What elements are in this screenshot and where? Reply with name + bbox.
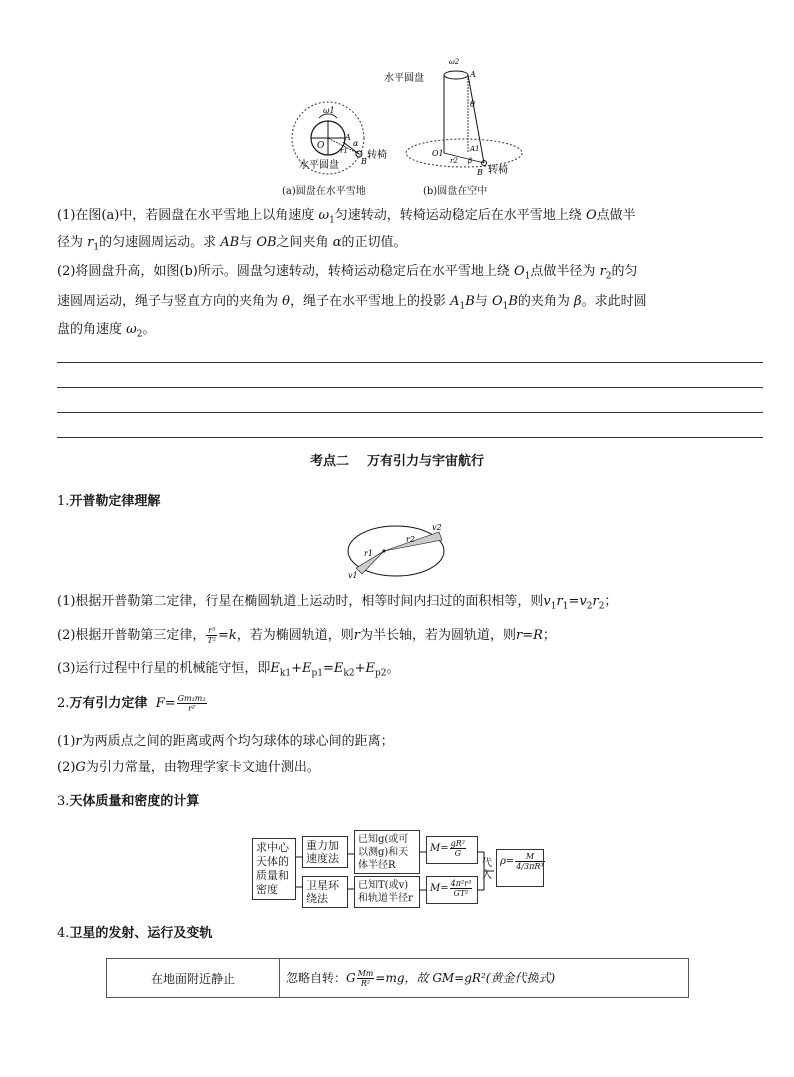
fig-a-alpha: α xyxy=(353,139,359,148)
question-2-line-2: 速圆周运动，绳子与竖直方向的夹角为 θ，绳子在水平雪地上的投影 $A_1B$与 $O_1B$的夹角为 β。求此时圆 xyxy=(57,294,647,312)
kepler-r1: r1 xyxy=(364,549,373,558)
question-1-line-2: 径为 $r_1$的匀速圆周运动。求 AB与 OB之间夹角 α的正切值。 xyxy=(57,235,407,253)
fig-b-r2: r2 xyxy=(450,157,458,165)
figure-a-caption: (a)圆盘在水平雪地 xyxy=(282,186,366,197)
fig-b-theta: θ xyxy=(470,100,475,109)
s2-line-2: (2)G为引力常量，由物理学家卡文迪什测出。 xyxy=(57,760,320,775)
s3-box-density: ρ= $\frac{M}{\text{4/3πR³}}$ xyxy=(496,849,544,887)
kepler-v1: v1 xyxy=(348,571,358,580)
figure-a-diagram xyxy=(285,98,395,183)
fig-a-omega: ω1 xyxy=(323,106,335,115)
s2-heading: 2.万有引力定律 F= $\frac{\text{Gm₁m₂}}{\text{r²}}$ xyxy=(57,694,206,713)
s4-row1-col2: 忽略自转：G $\frac{Mm}{\text{R²}}$ =mg，故 GM=gR²(黄金代换式) xyxy=(280,959,689,998)
s4-heading: 4.卫星的发射、运行及变轨 xyxy=(57,926,213,941)
s2-line-1: (1)r为两质点之间的距离或两个均匀球体的球心间的距离； xyxy=(57,734,394,749)
kepler-r2: r2 xyxy=(406,535,415,544)
answer-line-4 xyxy=(57,437,763,438)
s3-box-main: 求中心天体的质量和密度 xyxy=(252,838,296,900)
answer-line-3 xyxy=(57,412,763,413)
fig-b-beta: β xyxy=(468,157,473,165)
table-row xyxy=(107,959,689,998)
s3-box-mass-1: M= $\frac{\text{gR²}}{G}$ xyxy=(426,836,478,864)
s1-line-1: (1)根据开普勒第二定律，行星在椭圆轨道上运动时，相等时间内扫过的面积相等，则$v_1r_1=v_2r_2$； xyxy=(57,594,618,612)
s3-box-satellite: 卫星环绕法 xyxy=(302,876,348,908)
fig-a-A: A xyxy=(345,133,351,142)
fig-b-A: A xyxy=(470,70,476,79)
fig-b-O1: O1 xyxy=(432,149,444,158)
question-2-line-3: 盘的角速度 $\omega_2$。 xyxy=(57,322,156,340)
fig-a-O: O xyxy=(317,141,325,151)
s3-box-known-1: 已知g(或可以测g)和天体半径R xyxy=(354,830,420,874)
s3-box-known-2: 已知T(或v)和轨道半径r xyxy=(354,876,420,908)
fig-a-disk-label: 水平圆盘 xyxy=(299,160,339,171)
answer-line-1 xyxy=(57,362,763,363)
s3-box-mass-2: M= $\frac{\text{4π²r³}}{\text{GT²}}$ xyxy=(426,876,478,904)
section-title: 考点二 万有引力与宇宙航行 xyxy=(309,454,485,469)
s1-heading: 1.开普勒定律理解 xyxy=(57,494,161,509)
s3-heading: 3.天体质量和密度的计算 xyxy=(57,794,200,809)
fig-a-chair-label: 转椅 xyxy=(367,150,387,161)
kepler-ellipse-diagram xyxy=(344,520,450,580)
fig-b-omega: ω2 xyxy=(449,58,460,66)
figure-b-caption: (b)圆盘在空中 xyxy=(423,186,488,197)
s1-line-2: (2)根据开普勒第三定律， $\frac{\text{r³}}{\text{T²}}$ =k，若为椭圆轨道，则r为半长轴，若为圆轨道，则r=R； xyxy=(57,626,556,645)
s3-label-substitute: 代入 xyxy=(482,858,492,881)
s1-line-3: (3)运行过程中行星的机械能守恒，即$E_{k1}+E_{p1}=E_{k2}+E_{p2}$。 xyxy=(57,661,400,679)
answer-line-2 xyxy=(57,387,763,388)
s4-row1-col1: 在地面附近静止 xyxy=(107,959,280,998)
fig-a-B: B xyxy=(361,157,367,166)
s3-box-gravity: 重力加速度法 xyxy=(302,836,348,868)
fig-a-r: r1 xyxy=(340,147,348,155)
question-1-line-1: (1)在图(a)中，若圆盘在水平雪地上以角速度 $\omega_1$匀速转动，转椅运动稳定后在水平雪地上绕 O点做半 xyxy=(57,208,636,226)
kepler-v2: v2 xyxy=(432,523,442,532)
fig-b-chair-label: 转椅 xyxy=(488,165,508,176)
fig-b-A1: A1 xyxy=(470,145,480,153)
s4-table xyxy=(106,958,689,998)
figure-b-diagram xyxy=(384,55,524,183)
fig-b-disk-label: 水平圆盘 xyxy=(384,73,424,84)
question-2-line-1: (2)将圆盘升高，如图(b)所示。圆盘匀速转动，转椅运动稳定后在水平雪地上绕 $O_1$点做半径为 $r_2$的匀 xyxy=(57,264,638,282)
fig-b-B: B xyxy=(477,168,483,177)
